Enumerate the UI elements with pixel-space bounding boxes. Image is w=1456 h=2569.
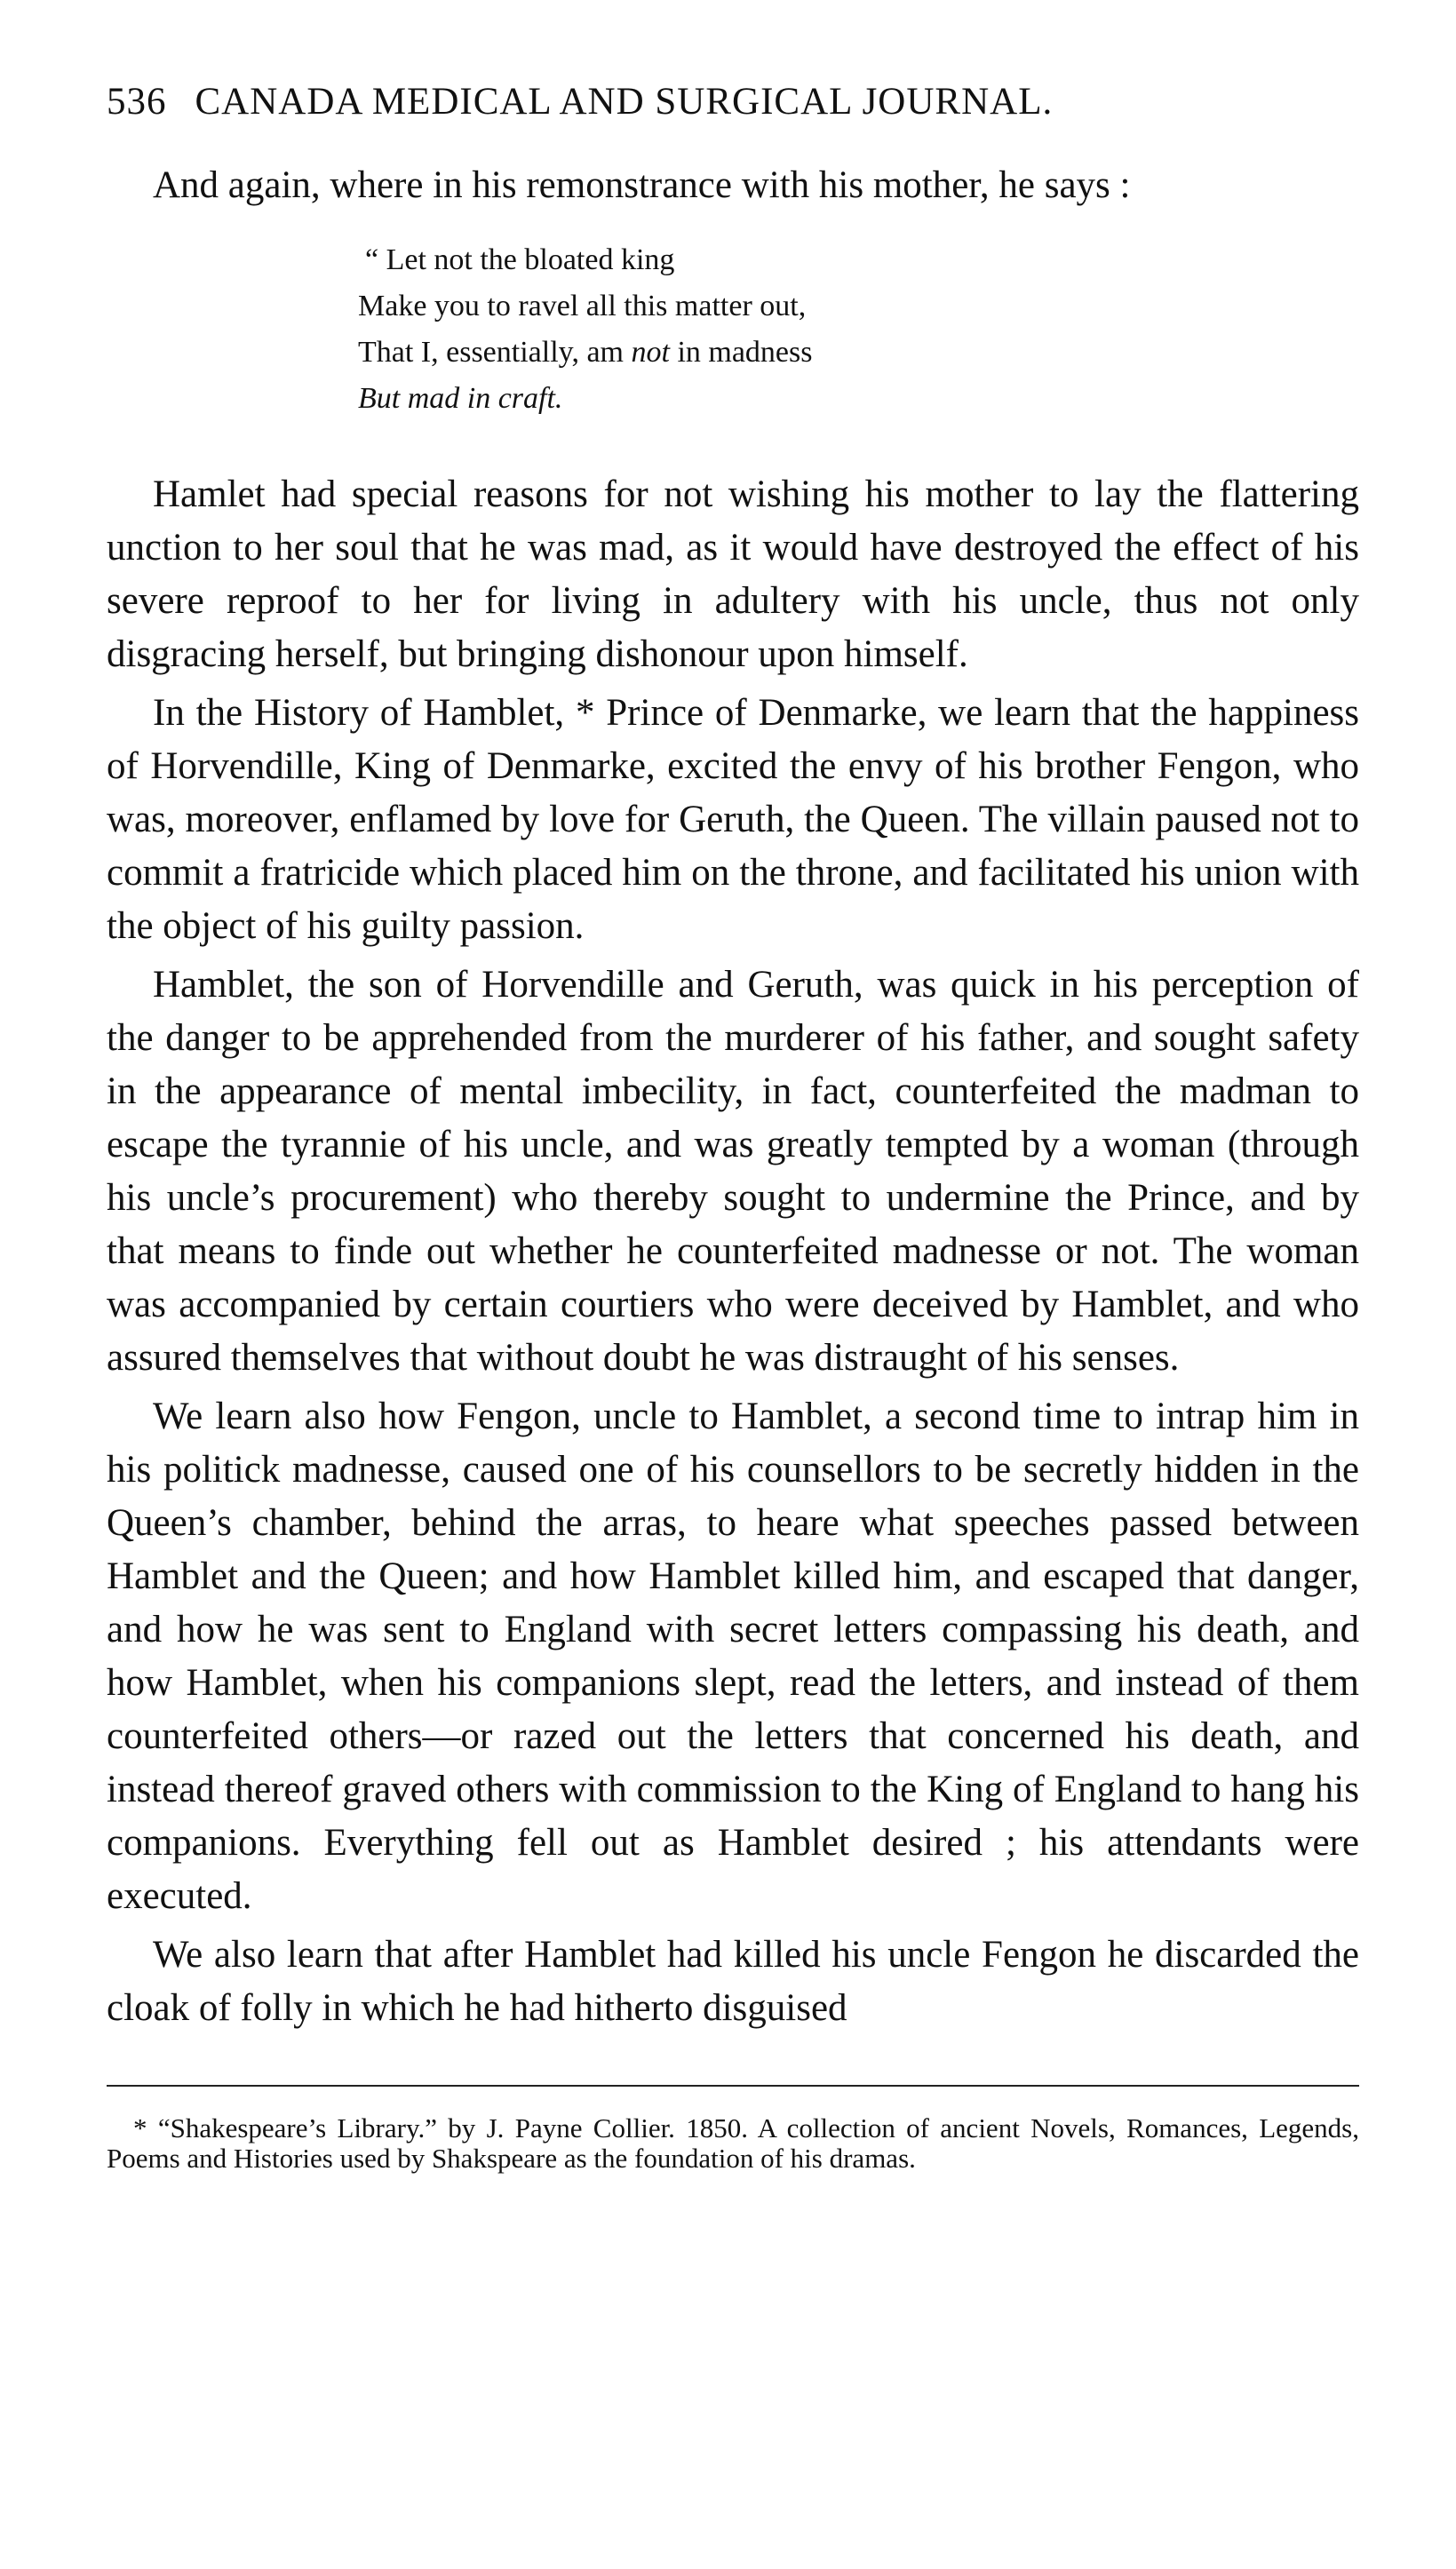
paragraph-cloak-of-folly: We also learn that after Hamblet had killed his uncle Fengon he discarded the cloak of folly in which he had hitherto disguised xyxy=(107,1934,1359,2029)
quoted-verse xyxy=(358,237,1359,422)
verse-line-3 xyxy=(358,330,1359,376)
verse-line-1: “ Let not the bloated king xyxy=(365,243,675,276)
page xyxy=(107,80,1359,2174)
verse-line-3-emphasis: not xyxy=(631,336,670,369)
journal-title: CANADA MEDICAL AND SURGICAL JOURNAL. xyxy=(195,81,1054,123)
page-number: 536 xyxy=(107,81,167,123)
paragraph-hamlet-reasons: Hamlet had special reasons for not wishing his mother to lay the flattering unction to her soul that he was mad, as it would have destroyed the effect of his severe reproof to her for living in adultery with his uncle, thus not only disgracing herself, but bringing dishonour upon himself. xyxy=(107,473,1359,675)
footnote-divider xyxy=(107,2085,1359,2087)
paragraph-fengon-plot: We learn also how Fengon, uncle to Hamblet, a second time to intrap him in his politick madnesse, caused one of his counsellors to be secretly hidden in the Queen’s chamber, behind the arras, to heare what speeches passed between Hamblet and the Queen; and how Hamblet killed him, and escaped that danger, and how he was sent to England with secret letters compassing his death, and how Hamblet, when his companions slept, read the letters, and instead of them counterfeited others—or razed out the letters that concerned his death, and instead thereof graved others with commission to the King of England to hang his companions. Everything fell out as Hamblet desired ; his attendants were executed. xyxy=(107,1396,1359,1917)
intro-sentence: And again, where in his remonstrance with his mother, he says : xyxy=(153,164,1131,206)
footnote: * “Shakespeare’s Library.” by J. Payne Collier. 1850. A collection of ancient Novels, Romances, Legends, Poems and Histories used by Shakspeare as the foundation of his dramas. xyxy=(107,2112,1359,2174)
running-header xyxy=(107,80,1359,123)
paragraph-hamblet-madness: Hamblet, the son of Horvendille and Geruth, was quick in his perception of the danger to be apprehended from the murderer of his father, and sought safety in the appearance of mental imbecility, in fact, counterfeited the madman to escape the tyrannie of his uncle, and was greatly tempted by a woman (through his uncle’s procurement) who thereby sought to undermine the Prince, and by that means to finde out whether he counterfeited madnesse or not. The woman was accompanied by certain courtiers who were deceived by Hamblet, and who assured themselves that without doubt he was distraught of his senses. xyxy=(107,964,1359,1379)
verse-line-3-start: That I, essentially, am xyxy=(358,336,632,369)
verse-line-4: But mad in craft. xyxy=(358,382,563,415)
verse-line-2: Make you to ravel all this matter out, xyxy=(358,290,807,322)
paragraph-history-of-hamblet: In the History of Hamblet, * Prince of Denmarke, we learn that the happiness of Horvendille, King of Denmarke, excited the envy of his brother Fengon, who was, moreover, enflamed by love for Geruth, the Queen. The villain paused not to commit a fratricide which placed him on the throne, and facilitated his union with the object of his guilty passion. xyxy=(107,692,1359,947)
verse-line-3-end: in madness xyxy=(669,336,813,369)
